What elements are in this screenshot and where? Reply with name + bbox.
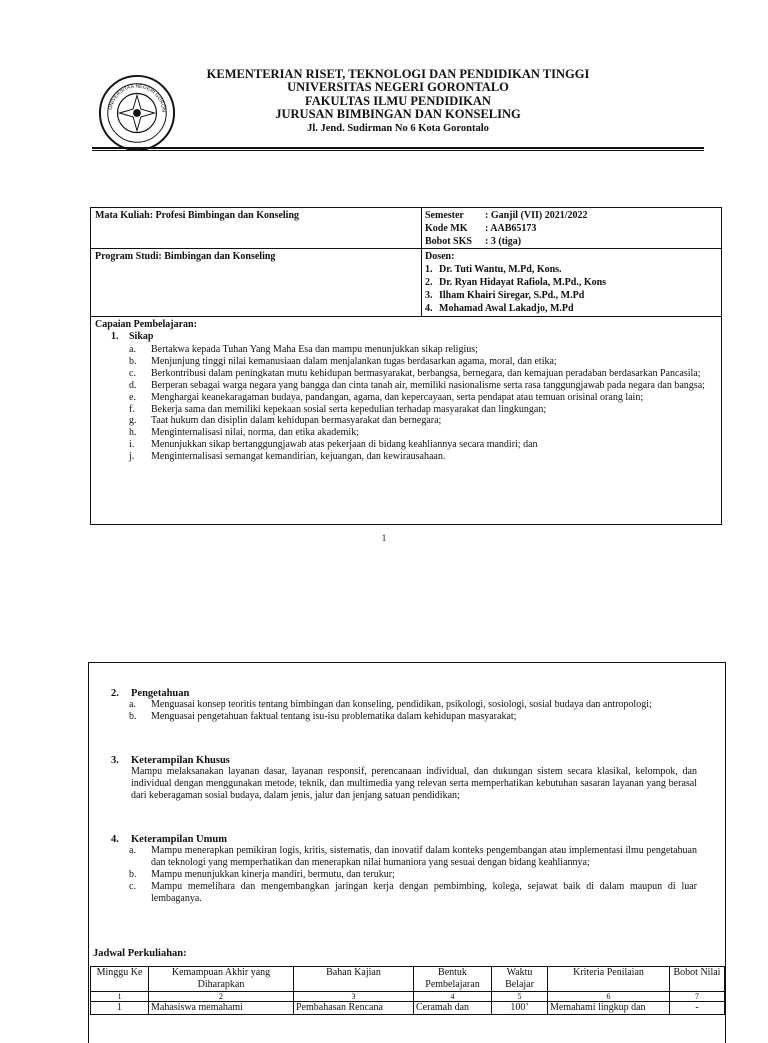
list-item: e. Menghargai keanekaragaman budaya, pandangan, agama, dan kepercayaan, serta pendapat atau temuan orisinal orang lain; [129, 391, 644, 403]
jadwal-table [90, 966, 725, 1015]
university-name: UNIVERSITAS NEGERI GORONTALO [287, 80, 509, 95]
pengetahuan-section [111, 688, 697, 723]
ministry-name: KEMENTERIAN RISET, TEKNOLOGI DAN PENDIDIKAN TINGGI [206, 67, 590, 81]
col-header: Bentuk Pembelajaran [414, 967, 492, 992]
page-number: 1 [381, 533, 387, 543]
header-rule-thick [92, 147, 704, 149]
mata-kuliah: Mata Kuliah: Profesi Bimbingan dan Konseling [95, 210, 300, 221]
col-header: Bobot Nilai [670, 967, 725, 992]
table-row: 1 Mahasiswa memahami Pembahasan Rencana Ceramah dan 100’ Memahami lingkup dan - [91, 1002, 725, 1015]
logo-text: UNIVERSITAS NEGERI GORON [107, 83, 167, 113]
list-item: d. Berperan sebagai warga negara yang bangga dan cinta tanah air, memiliki nasionalisme serta rasa tanggungjawab pada negara dan bangsa; [129, 379, 705, 391]
program-studi: Program Studi: Bimbingan dan Konseling [95, 251, 276, 262]
table-number-row: 1 2 3 4 5 6 7 [91, 992, 725, 1002]
jadwal-title: Jadwal Perkuliahan: [93, 948, 187, 959]
col-header: Kriteria Penilaian [548, 967, 670, 992]
umum-heading: 4. Keterampilan Umum [111, 834, 227, 845]
course-info-table [90, 207, 722, 525]
bobot-value: : 3 (tiga) [485, 236, 522, 247]
faculty-name: FAKULTAS ILMU PENDIDIKAN [305, 93, 491, 108]
address: Jl. Jend. Sudirman No 6 Kota Gorontalo [307, 122, 489, 134]
keterampilan-khusus-section [111, 755, 697, 802]
sikap-list [129, 344, 717, 463]
kode-label: Kode MK [425, 223, 468, 234]
sikap-heading: 1. Sikap [111, 331, 154, 342]
col-header: Bahan Kajian [294, 967, 414, 992]
dosen-name: Ilham Khairi Siregar, S.Pd., M.Pd [439, 290, 585, 301]
list-item: a. Bertakwa kepada Tuhan Yang Maha Esa dan mampu menunjukkan sikap religius; [129, 344, 478, 355]
dosen-name: Dr. Ryan Hidayat Rafiola, M.Pd., Kons [439, 277, 607, 288]
list-item: c. Berkontribusi dalam peningkatan mutu kehidupan bermasyarakat, berbangsa, bernegara, dan kemajuan peradaban berdasarkan Pancasila; [129, 367, 701, 379]
list-item: b. Menguasai pengetahuan faktual tentang isu-isu problematika dalam kehidupan masyarakat; [129, 710, 517, 722]
list-item: a. Menguasai konsep teoritis tentang bimbingan dan konseling, pendidikan, psikologi, sosiologi, sosial budaya dan antropologi; [129, 699, 652, 710]
khusus-text: Mampu melaksanakan layanan dasar, layanan responsif, perencanaan individual, dan dukungan sistem secara klasikal, kelompok, dan individual dengan menggunakan metode, teknik, dan multimedia yang relevan serta memperhatikan kebutuhan sasaran layanan yang berasal dari keberagaman sosial budaya, dalam jenis, jalur dan jenjang satuan pendidikan; [131, 766, 697, 801]
letterhead-text [190, 68, 606, 135]
bobot-label: Bobot SKS [425, 236, 472, 247]
kode-value: : AAB65173 [485, 223, 537, 234]
list-item: b. Menjunjung tinggi nilai kemanusiaan dalam menjalankan tugas berdasarkan agama, moral, dan etika; [129, 355, 557, 367]
dosen-name: Mohamad Awal Lakadjo, M.Pd [439, 303, 574, 314]
list-item: f. Bekerja sama dan memiliki kepekaan sosial serta kepedulian terhadap masyarakat dan lingkungan; [129, 403, 547, 415]
col-header: Minggu Ke [91, 967, 149, 992]
list-item: j. Menginternalisasi semangat kemandirian, kejuangan, dan kewirausahaan. [129, 451, 446, 463]
capaian-title: Capaian Pembelajaran: [95, 319, 197, 330]
semester-value: : Ganjil (VII) 2021/2022 [485, 210, 588, 221]
col-header: Waktu Belajar [492, 967, 548, 992]
letterhead [0, 66, 768, 156]
department-name: JURUSAN BIMBINGAN DAN KONSELING [275, 107, 521, 122]
list-item: g. Taat hukum dan disiplin dalam kehidupan bermasyarakat dan bernegara; [129, 415, 442, 427]
col-header: Kemampuan Akhir yang Diharapkan [149, 967, 294, 992]
table-header-row [91, 967, 725, 992]
dosen-label: Dosen: [425, 251, 455, 262]
list-item: h. Menginternalisasi nilai, norma, dan etika akademik; [129, 427, 359, 439]
semester-label: Semester [425, 210, 464, 221]
khusus-heading: 3. Keterampilan Khusus [111, 755, 230, 766]
dosen-name: Dr. Tuti Wantu, M.Pd, Kons. [439, 264, 562, 275]
course-meta [425, 209, 715, 248]
keterampilan-umum-section [111, 834, 697, 905]
header-rule-thin [92, 150, 704, 151]
list-item: a. Mampu menerapkan pemikiran logis, kritis, sistematis, dan inovatif dalam konteks pengembangan atau implementasi ilmu pengetahuan dan teknologi yang memperhatikan dan menerapkan nilai humaniora yang sesuai dengan bidang keahliannya; [129, 845, 697, 868]
sikap-title: Sikap [129, 331, 154, 342]
list-item: b. Mampu menunjukkan kinerja mandiri, bermutu, dan terukur; [129, 868, 395, 880]
list-item: i. Menunjukkan sikap bertanggungjawab atas pekerjaan di bidang keahliannya secara mandiri; dan [129, 439, 538, 451]
list-item: c. Mampu memelihara dan mengembangkan jaringan kerja dengan pembimbing, kolega, sejawat baik di dalam maupun di luar lembaganya. [129, 880, 697, 904]
pengetahuan-heading: 2. Pengetahuan [111, 688, 190, 699]
dosen-block: Dosen: 1. Dr. Tuti Wantu, M.Pd, Kons. 2. Dr. Ryan Hidayat Rafiola, M.Pd., Kons 3. Ilham Khairi Siregar, S.Pd., M.Pd 4. Mohamad Awal Lakadjo, M.Pd [425, 250, 715, 315]
university-logo-icon [98, 74, 176, 152]
